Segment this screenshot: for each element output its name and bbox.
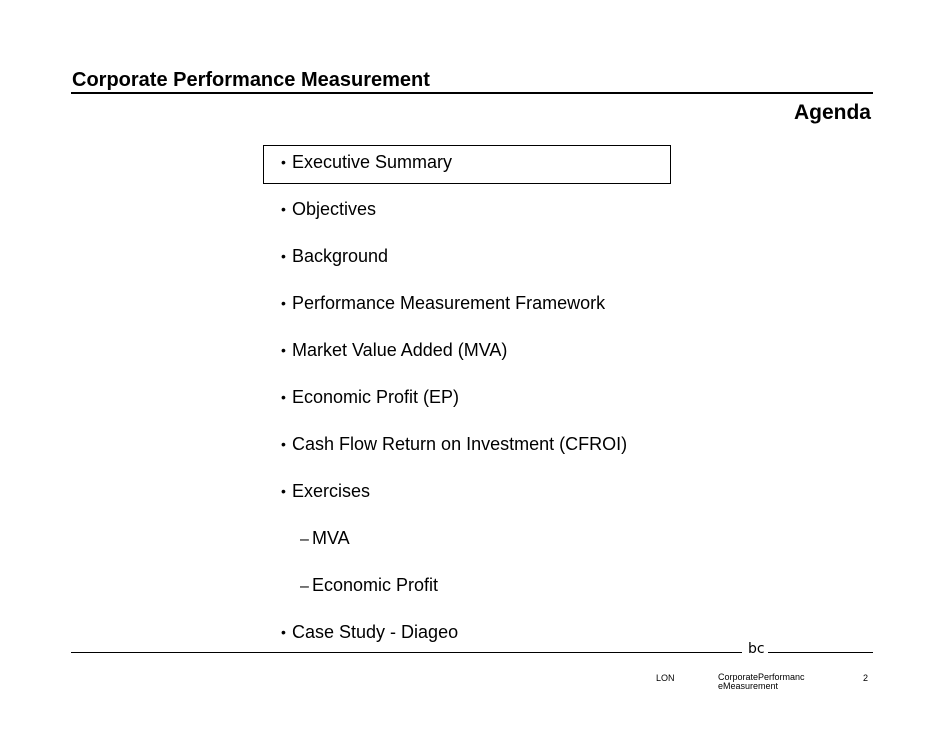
agenda-item-label: Background [292, 246, 389, 266]
agenda-item-objectives [281, 198, 376, 220]
footer-rule [71, 652, 742, 653]
bullet-icon: • [281, 436, 286, 452]
agenda-item-label: Economic Profit [312, 575, 439, 595]
agenda-item-case-study [281, 621, 458, 643]
bullet-icon: • [281, 201, 286, 217]
agenda-item-cfroi [281, 433, 627, 455]
agenda-item-label: Economic Profit (EP) [292, 387, 460, 407]
agenda-item-label: Exercises [292, 481, 371, 501]
footer-page-number: 2 [863, 673, 869, 683]
agenda-item-performance-framework [281, 292, 605, 314]
bullet-icon: • [281, 154, 286, 170]
bullet-icon: • [281, 295, 286, 311]
agenda-item-label: Cash Flow Return on Investment (CFROI) [292, 434, 628, 454]
bullet-icon: • [281, 389, 286, 405]
footer-file-name: CorporatePerformanceMeasurement [718, 672, 805, 691]
agenda-subitem-mva [300, 527, 350, 551]
footer-office-code: LON [656, 673, 675, 683]
agenda-item-label: MVA [312, 528, 350, 548]
agenda-item-label: Performance Measurement Framework [292, 293, 606, 313]
page-title: Corporate Performance Measurement [72, 69, 430, 91]
agenda-item-economic-profit [281, 386, 459, 408]
dash-icon: – [300, 531, 309, 548]
agenda-item-label: Objectives [292, 199, 377, 219]
bullet-icon: • [281, 342, 286, 358]
agenda-item-label: Case Study - Diageo [292, 622, 459, 642]
bullet-icon: • [281, 624, 286, 640]
agenda-item-mva [281, 339, 507, 361]
footer-logo-mark: bc [748, 641, 765, 657]
bullet-icon: • [281, 483, 286, 499]
agenda-subitem-economic-profit [300, 574, 438, 598]
agenda-item-label: Market Value Added (MVA) [292, 340, 508, 360]
footer-rule-right [768, 652, 873, 653]
agenda-item-exercises [281, 480, 370, 502]
agenda-item-background [281, 245, 388, 267]
bullet-icon: • [281, 248, 286, 264]
agenda-item-executive-summary [281, 151, 452, 173]
agenda-item-label: Executive Summary [292, 152, 453, 172]
page-subtitle: Agenda [793, 101, 871, 124]
dash-icon: – [300, 578, 309, 595]
